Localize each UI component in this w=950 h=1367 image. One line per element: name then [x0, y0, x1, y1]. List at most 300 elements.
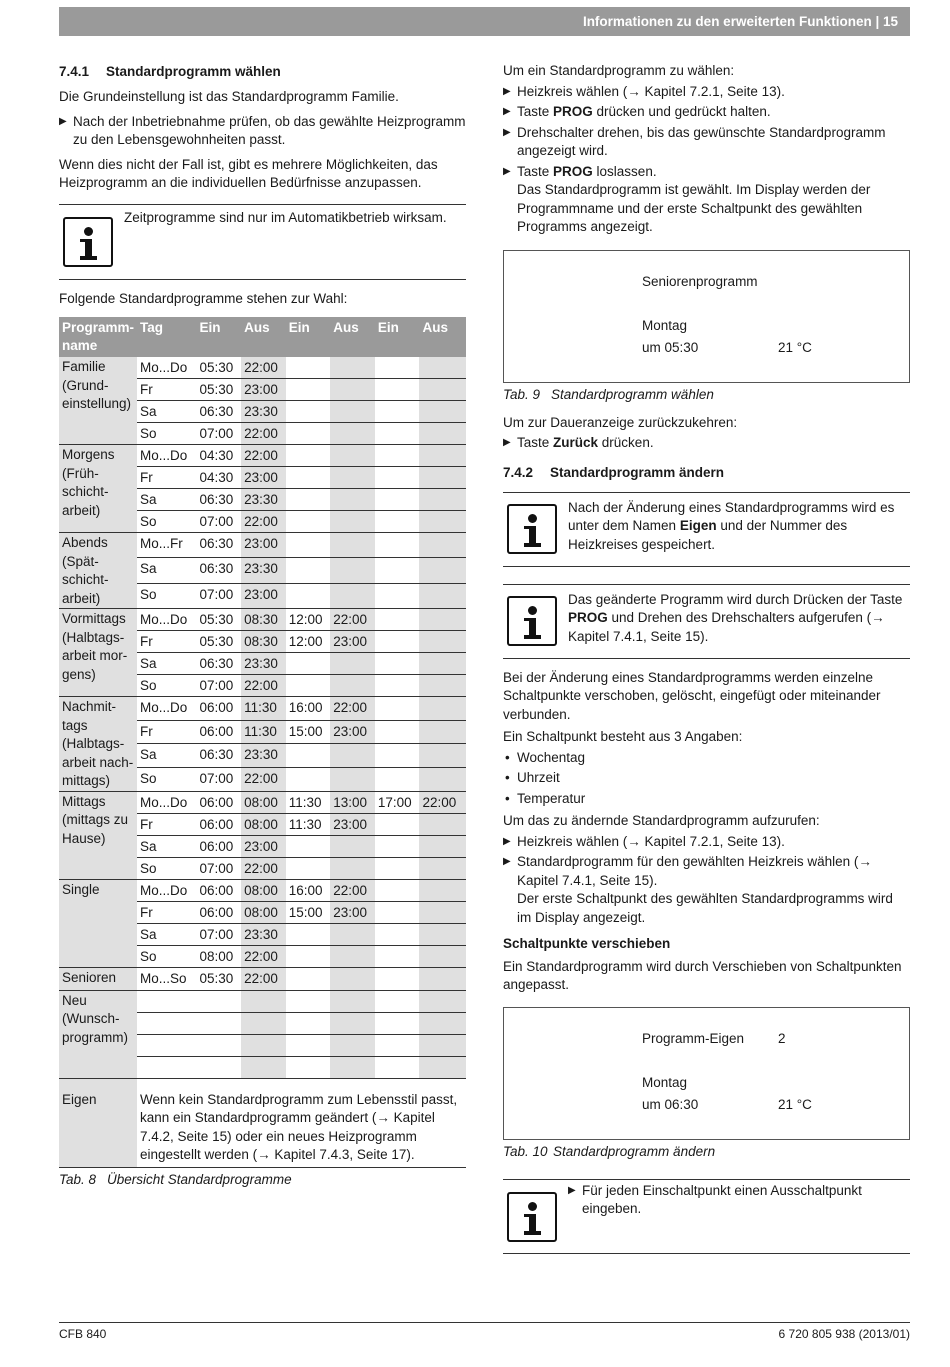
time-cell: [330, 533, 375, 558]
time-cell: [375, 357, 420, 379]
table-row: [59, 609, 466, 631]
time-cell: 15:00: [286, 901, 331, 923]
key-label: PROG: [553, 104, 593, 119]
time-cell: 05:30: [197, 967, 242, 990]
time-cell: [330, 744, 375, 768]
day-cell: Sa: [137, 835, 196, 857]
time-cell: [286, 583, 331, 608]
table-body: [59, 357, 466, 1167]
time-cell: [197, 1056, 242, 1078]
time-cell: [286, 675, 331, 697]
time-cell: [419, 511, 466, 533]
time-cell: [241, 1056, 286, 1078]
step-result: Das Standardprogramm ist gewählt. Im Display werden der Programmname und der erste Schaltpunkt des gewählten Programms angezeigt.: [517, 182, 871, 234]
note-text: [568, 591, 903, 647]
time-cell: 23:00: [241, 379, 286, 401]
day-cell: Sa: [137, 558, 196, 583]
time-cell: [286, 467, 331, 489]
caption-number: Tab. 9: [503, 386, 541, 402]
time-cell: [330, 675, 375, 697]
time-cell: [286, 558, 331, 583]
time-cell: 16:00: [286, 879, 331, 901]
time-cell: [286, 401, 331, 423]
arrow-icon: ▶: [503, 126, 511, 138]
time-cell: 23:00: [241, 467, 286, 489]
time-cell: 22:00: [241, 945, 286, 967]
program-name-cell: Abends (Spät-schicht-arbeit): [59, 533, 137, 609]
time-cell: 23:30: [241, 923, 286, 945]
time-cell: [330, 990, 375, 1012]
time-cell: [419, 879, 466, 901]
time-cell: [286, 445, 331, 467]
display-time: um 06:30: [642, 1096, 699, 1112]
time-cell: [419, 813, 466, 835]
program-name-cell: Single: [59, 879, 137, 967]
time-cell: [419, 697, 466, 721]
arrow-icon: ▶: [503, 165, 511, 177]
table-row: [59, 879, 466, 901]
step-text: Standardprogramm für den gewählten Heizkreis wählen (→ Kapitel 7.4.1, Seite 15).: [517, 854, 872, 888]
time-cell: 06:30: [197, 744, 242, 768]
time-cell: [375, 857, 420, 879]
caption-text: Übersicht Standardprogramme: [107, 1171, 292, 1187]
paragraph: Um das zu ändernde Standardprogramm aufzurufen:: [503, 813, 820, 828]
display-screen: [503, 250, 910, 383]
arrow-icon: ▶: [503, 856, 511, 867]
arrow-icon: ▶: [503, 85, 511, 97]
display-time: um 05:30: [642, 339, 699, 355]
day-cell: So: [137, 857, 196, 879]
info-icon: [507, 504, 557, 554]
time-cell: [375, 879, 420, 901]
day-cell: So: [137, 945, 196, 967]
time-cell: [375, 835, 420, 857]
time-cell: 16:00: [286, 697, 331, 721]
day-cell: [137, 990, 196, 1012]
time-cell: 07:00: [197, 583, 242, 608]
time-cell: [375, 744, 420, 768]
display-program-name: Seniorenprogramm: [642, 273, 758, 289]
time-cell: [419, 901, 466, 923]
day-cell: Mo...Do: [137, 697, 196, 721]
table-header-cell: Ein: [286, 317, 331, 357]
time-cell: 07:00: [197, 423, 242, 445]
time-cell: [330, 767, 375, 791]
time-cell: 23:30: [241, 401, 286, 423]
time-cell: 23:00: [241, 835, 286, 857]
section-title: Standardprogramm ändern: [550, 464, 725, 480]
time-cell: [197, 990, 242, 1012]
time-cell: [419, 1012, 466, 1034]
table-row: [59, 357, 466, 379]
time-cell: [419, 357, 466, 379]
note-text-part: Das geänderte Programm wird durch Drücken der Taste: [568, 591, 903, 607]
day-cell: So: [137, 583, 196, 608]
arrow-icon: ▶: [503, 437, 511, 448]
time-cell: [419, 653, 466, 675]
time-cell: [419, 379, 466, 401]
info-icon: [507, 1192, 557, 1242]
list-item-text: Temperatur: [517, 790, 586, 806]
time-cell: [286, 744, 331, 768]
spacer-cell: [59, 1078, 137, 1088]
arrow-icon: ▶: [59, 115, 67, 127]
time-cell: 22:00: [241, 967, 286, 990]
time-cell: [286, 379, 331, 401]
time-cell: [375, 533, 420, 558]
program-name-cell: Nachmit-tags (Halbtags-arbeit nach-mittags): [59, 697, 137, 792]
day-cell: Sa: [137, 923, 196, 945]
time-cell: [375, 813, 420, 835]
section-heading-742: [503, 463, 910, 483]
time-cell: [419, 489, 466, 511]
list-item: [503, 749, 910, 768]
time-cell: [419, 558, 466, 583]
eigen-description: Wenn kein Standardprogramm zum Lebensstil passt, kann ein Standardprogramm geändert (→ Kapitel 7.4.2, Seite 15) oder ein neues Heizprogramm eingestellt werden (→ Kapitel 7.4.3, Seite 17).: [137, 1088, 466, 1168]
time-cell: [330, 489, 375, 511]
step-text: Heizkreis wählen (→ Kapitel 7.2.1, Seite 13).: [517, 83, 785, 99]
time-cell: [375, 1056, 420, 1078]
time-cell: 22:00: [241, 675, 286, 697]
time-cell: [419, 1056, 466, 1078]
left-column: [59, 62, 466, 1189]
time-cell: [419, 423, 466, 445]
time-cell: 23:30: [241, 558, 286, 583]
header-title: Informationen zu den erweiterten Funktionen | 15: [582, 14, 898, 29]
time-cell: 06:30: [197, 558, 242, 583]
time-cell: [419, 1034, 466, 1056]
table-row: [59, 445, 466, 467]
program-name-cell: Vormittags (Halbtags-arbeit mor-gens): [59, 609, 137, 697]
day-cell: Fr: [137, 813, 196, 835]
time-cell: 07:00: [197, 511, 242, 533]
time-cell: [375, 967, 420, 990]
time-cell: 05:30: [197, 631, 242, 653]
table-header-row: [59, 317, 466, 357]
time-cell: 05:30: [197, 357, 242, 379]
footer-right: 6 720 805 938 (2013/01): [778, 1327, 910, 1341]
time-cell: 22:00: [241, 767, 286, 791]
table-row: [59, 990, 466, 1012]
time-cell: 06:00: [197, 813, 242, 835]
display-temperature: 21 °C: [778, 339, 812, 355]
time-cell: [375, 653, 420, 675]
list-item-text: Uhrzeit: [517, 770, 560, 785]
program-name-cell: Senioren: [59, 967, 137, 990]
day-cell: [137, 1056, 196, 1078]
info-note: [503, 1179, 910, 1254]
info-note: [59, 204, 466, 280]
table-header-cell: Ein: [197, 317, 242, 357]
day-cell: [137, 1012, 196, 1034]
table-header-cell: Ein: [375, 317, 420, 357]
time-cell: [330, 923, 375, 945]
step-text: Für jeden Einschaltpunkt einen Ausschaltpunkt eingeben.: [582, 1182, 862, 1216]
caption-text: Standardprogramm ändern: [553, 1143, 716, 1159]
instruction-step: [59, 113, 466, 150]
day-cell: So: [137, 511, 196, 533]
section-title: Standardprogramm wählen: [106, 64, 281, 79]
table-caption: [503, 385, 910, 404]
time-cell: 04:30: [197, 467, 242, 489]
time-cell: 04:30: [197, 445, 242, 467]
day-cell: So: [137, 675, 196, 697]
time-cell: [419, 967, 466, 990]
time-cell: [419, 631, 466, 653]
step-result: Der erste Schaltpunkt des gewählten Standardprogramms wird im Display angezeigt.: [517, 891, 893, 925]
day-cell: Mo...So: [137, 967, 196, 990]
time-cell: [375, 467, 420, 489]
time-cell: [241, 1012, 286, 1034]
bullet-icon: •: [505, 770, 510, 785]
instruction-step: [568, 1182, 902, 1219]
time-cell: 06:00: [197, 901, 242, 923]
time-cell: 07:00: [197, 675, 242, 697]
time-cell: [419, 767, 466, 791]
time-cell: 06:00: [197, 835, 242, 857]
time-cell: 08:30: [241, 609, 286, 631]
time-cell: [419, 533, 466, 558]
day-cell: Sa: [137, 401, 196, 423]
list-item-text: Wochentag: [517, 749, 586, 765]
time-cell: [375, 511, 420, 533]
table-row: [59, 697, 466, 721]
instruction-step: [503, 853, 910, 890]
day-cell: Fr: [137, 379, 196, 401]
time-cell: 22:00: [241, 511, 286, 533]
program-name-cell: Mittags (mittags zu Hause): [59, 791, 137, 879]
table-header-cell: Aus: [419, 317, 466, 357]
footer-divider: [59, 1322, 910, 1323]
table-header-cell: Programm-name: [59, 317, 137, 357]
spacer-cell: [137, 1078, 466, 1088]
time-cell: 22:00: [241, 357, 286, 379]
time-cell: [330, 357, 375, 379]
info-note: [503, 584, 910, 659]
time-cell: 08:30: [241, 631, 286, 653]
table-caption: [59, 1170, 466, 1189]
table-header-cell: Tag: [137, 317, 196, 357]
time-cell: [286, 857, 331, 879]
paragraph: Um ein Standardprogramm zu wählen:: [503, 63, 735, 78]
time-cell: [375, 990, 420, 1012]
arrow-icon: ▶: [568, 1184, 576, 1196]
time-cell: 23:30: [241, 653, 286, 675]
note-text: Zeitprogramme sind nur im Automatikbetrieb wirksam.: [124, 209, 447, 225]
program-name-cell: Morgens (Früh-schicht-arbeit): [59, 445, 137, 533]
day-cell: Mo...Do: [137, 791, 196, 813]
day-cell: Sa: [137, 489, 196, 511]
time-cell: [375, 583, 420, 608]
arrow-icon: ▶: [503, 106, 511, 117]
time-cell: [286, 835, 331, 857]
key-label: Zurück: [553, 435, 599, 450]
time-cell: 22:00: [241, 445, 286, 467]
time-cell: [375, 697, 420, 721]
time-cell: 07:00: [197, 923, 242, 945]
day-cell: Fr: [137, 901, 196, 923]
time-cell: 23:00: [241, 533, 286, 558]
time-cell: 06:00: [197, 720, 242, 744]
time-cell: 23:00: [330, 813, 375, 835]
time-cell: [375, 379, 420, 401]
time-cell: [330, 967, 375, 990]
time-cell: [330, 583, 375, 608]
time-cell: [197, 1034, 242, 1056]
time-cell: [286, 967, 331, 990]
time-cell: [330, 945, 375, 967]
time-cell: 11:30: [286, 813, 331, 835]
time-cell: [286, 767, 331, 791]
time-cell: [375, 1012, 420, 1034]
info-note: [503, 492, 910, 567]
day-cell: Fr: [137, 631, 196, 653]
program-name-cell: Familie (Grund-einstellung): [59, 357, 137, 445]
list-item: [503, 790, 910, 809]
time-cell: [419, 923, 466, 945]
time-cell: 22:00: [330, 609, 375, 631]
time-cell: [375, 445, 420, 467]
day-cell: Fr: [137, 467, 196, 489]
note-text-part: und der Nummer des Heizkreises gespeichert.: [568, 518, 848, 552]
time-cell: [419, 945, 466, 967]
time-cell: [330, 857, 375, 879]
time-cell: [286, 990, 331, 1012]
time-cell: [375, 675, 420, 697]
paragraph: Ein Standardprogramm wird durch Verschieben von Schaltpunkten angepasst.: [503, 958, 902, 992]
step-text: Drehschalter drehen, bis das gewünschte Standardprogramm angezeigt wird.: [517, 124, 886, 158]
bullet-icon: •: [505, 749, 510, 765]
day-cell: Mo...Fr: [137, 533, 196, 558]
day-cell: Mo...Do: [137, 879, 196, 901]
time-cell: 22:00: [241, 857, 286, 879]
time-cell: 22:00: [330, 879, 375, 901]
time-cell: 23:00: [330, 631, 375, 653]
time-cell: [375, 401, 420, 423]
subheading: Schaltpunkte verschieben: [503, 936, 671, 951]
time-cell: [375, 945, 420, 967]
time-cell: [419, 720, 466, 744]
instruction-step: [503, 434, 910, 453]
footer-left: CFB 840: [59, 1327, 107, 1341]
time-cell: [330, 511, 375, 533]
section-number: 7.4.1: [59, 64, 90, 79]
time-cell: [286, 1012, 331, 1034]
display-day: Montag: [642, 317, 688, 333]
time-cell: 17:00: [375, 791, 420, 813]
program-table: [59, 317, 466, 1168]
time-cell: 23:00: [241, 583, 286, 608]
info-icon: [63, 217, 113, 267]
time-cell: 06:30: [197, 401, 242, 423]
time-cell: 11:30: [241, 720, 286, 744]
time-cell: [286, 533, 331, 558]
note-bold: Eigen: [679, 518, 717, 533]
time-cell: [286, 489, 331, 511]
time-cell: [419, 857, 466, 879]
instruction-step: [503, 83, 910, 102]
time-cell: [241, 1034, 286, 1056]
time-cell: [419, 583, 466, 608]
time-cell: 15:00: [286, 720, 331, 744]
time-cell: 11:30: [286, 791, 331, 813]
time-cell: [286, 357, 331, 379]
paragraph: Folgende Standardprogramme stehen zur Wahl:: [59, 290, 348, 306]
time-cell: [375, 1034, 420, 1056]
day-cell: So: [137, 767, 196, 791]
instruction-step: [503, 833, 910, 852]
table-row: [59, 967, 466, 990]
time-cell: [330, 1012, 375, 1034]
time-cell: 23:30: [241, 744, 286, 768]
table-caption: [503, 1142, 910, 1161]
day-cell: [137, 1034, 196, 1056]
time-cell: 22:00: [241, 423, 286, 445]
step-text: Nach der Inbetriebnahme prüfen, ob das gewählte Heizprogramm zu den Lebensgewohnheiten passt.: [73, 113, 466, 147]
time-cell: 06:00: [197, 697, 242, 721]
step-text: Heizkreis wählen (→ Kapitel 7.2.1, Seite 13).: [517, 833, 785, 849]
step-text: drücken und gedrückt halten.: [592, 104, 771, 119]
time-cell: 13:00: [330, 791, 375, 813]
time-cell: [241, 990, 286, 1012]
display-program-name: Programm-Eigen: [642, 1030, 745, 1046]
time-cell: [330, 467, 375, 489]
paragraph: Bei der Änderung eines Standardprogramms werden einzelne Schaltpunkte verschoben, gelöscht, eingefügt oder miteinander verbunden.: [503, 669, 881, 722]
time-cell: 22:00: [419, 791, 466, 813]
key-label: PROG: [553, 163, 593, 179]
time-cell: [286, 653, 331, 675]
time-cell: [286, 923, 331, 945]
instruction-step: [503, 163, 910, 182]
step-text: Taste: [517, 163, 554, 179]
time-cell: [330, 1034, 375, 1056]
step-text: drücken.: [598, 435, 654, 450]
program-name-cell: Neu (Wunsch-programm): [59, 990, 137, 1078]
time-cell: 08:00: [241, 791, 286, 813]
note-text-part: Nach der Änderung eines Standardprogramms wird es unter dem Namen: [568, 499, 895, 533]
time-cell: 08:00: [241, 879, 286, 901]
day-cell: Mo...Do: [137, 609, 196, 631]
time-cell: 23:00: [330, 720, 375, 744]
table-header-cell: Aus: [330, 317, 375, 357]
time-cell: 11:30: [241, 697, 286, 721]
time-cell: [375, 631, 420, 653]
table-spacer-row: [59, 1078, 466, 1088]
time-cell: [197, 1012, 242, 1034]
arrow-icon: ▶: [503, 835, 511, 847]
time-cell: [375, 767, 420, 791]
program-name-cell: Eigen: [59, 1088, 137, 1168]
paragraph: Ein Schaltpunkt besteht aus 3 Angaben:: [503, 729, 743, 744]
step-text: loslassen.: [592, 163, 657, 179]
time-cell: [419, 990, 466, 1012]
paragraph: Wenn dies nicht der Fall ist, gibt es mehrere Möglichkeiten, das Heizprogramm an die individuellen Bedürfnisse anzupassen.: [59, 156, 438, 190]
note-text-part: und Drehen des Drehschalters aufgerufen (→ Kapitel 7.4.1, Seite 15).: [568, 610, 885, 644]
time-cell: 23:30: [241, 489, 286, 511]
info-icon: [507, 596, 557, 646]
day-cell: Sa: [137, 744, 196, 768]
step-text: Taste: [517, 435, 554, 450]
time-cell: 23:00: [330, 901, 375, 923]
display-temperature: 21 °C: [778, 1096, 812, 1112]
time-cell: [286, 1034, 331, 1056]
time-cell: [419, 467, 466, 489]
paragraph: Die Grundeinstellung ist das Standardprogramm Familie.: [59, 89, 399, 104]
display-day: Montag: [642, 1074, 688, 1090]
caption-number: Tab. 10: [503, 1143, 548, 1159]
time-cell: [375, 609, 420, 631]
time-cell: [375, 923, 420, 945]
